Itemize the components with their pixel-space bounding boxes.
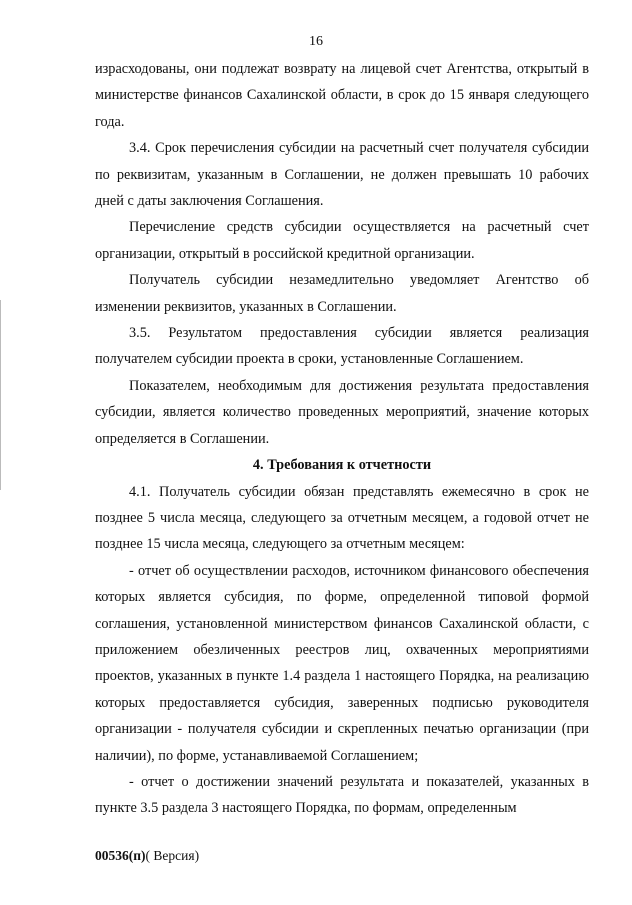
paragraph-5: 3.5. Результатом предоставления субсидии является реализация получателем субсидии проекта в сроки, установленные Соглашением. <box>95 325 589 368</box>
section-paragraph-3: - отчет о достижении значений результата и показателей, указанных в пункте 3.5 раздела 3 настоящего Порядка, по формам, определенным <box>95 773 589 817</box>
paragraph-2: 3.4. Срок перечисления субсидии на расчетный счет получателя субсидии по реквизитам, указанным в Соглашении, не должен превышать 10 рабочих дней с даты заключения Соглашения. <box>95 140 589 210</box>
section-paragraph-2: - отчет об осуществлении расходов, источником финансового обеспечения которых является субсидия, по форме, определенной типовой формой соглашения, установленной министерством финансов Сахалинской области, с приложением обезличенных реестров лиц, охваченных мероприятиями проектов, указанных в пункте 1.4 раздела 1 настоящего Порядка, на реализацию которых предоставляется субсидия, заверенных подписью руководителя организации - получателя субсидии и скрепленных печатью организации (при наличии), по форме, устанавливаемой Соглашением; <box>95 562 589 764</box>
footer-document-code <box>95 848 199 864</box>
paragraph-6: Показателем, необходимым для достижения результата предоставления субсидии, является количество проведенных мероприятий, значение которых определяется в Соглашении. <box>95 377 589 447</box>
paragraph-3: Перечисление средств субсидии осуществляется на расчетный счет организации, открытый в российской кредитной организации. <box>95 219 589 262</box>
paragraph-4: Получатель субсидии незамедлительно уведомляет Агентство об изменении реквизитов, указанных в Соглашении. <box>95 272 589 315</box>
footer-version: ( Версия) <box>145 848 200 863</box>
page-content <box>95 56 589 822</box>
section-paragraph-1: 4.1. Получатель субсидии обязан представлять ежемесячно в срок не позднее 5 числа месяца, следующего за отчетным месяцем, а годовой отчет не позднее 15 числа месяца, следующего за отчетным месяцем: <box>95 483 589 553</box>
footer-code: 00536(п) <box>95 848 146 863</box>
section-heading: 4. Требования к отчетности <box>252 457 432 474</box>
page-number: 16 <box>309 34 323 49</box>
scan-edge-line <box>0 300 1 490</box>
paragraph-1: израсходованы, они подлежат возврату на лицевой счет Агентства, открытый в министерстве финансов Сахалинской области, в срок до 15 января следующего года. <box>95 61 589 130</box>
